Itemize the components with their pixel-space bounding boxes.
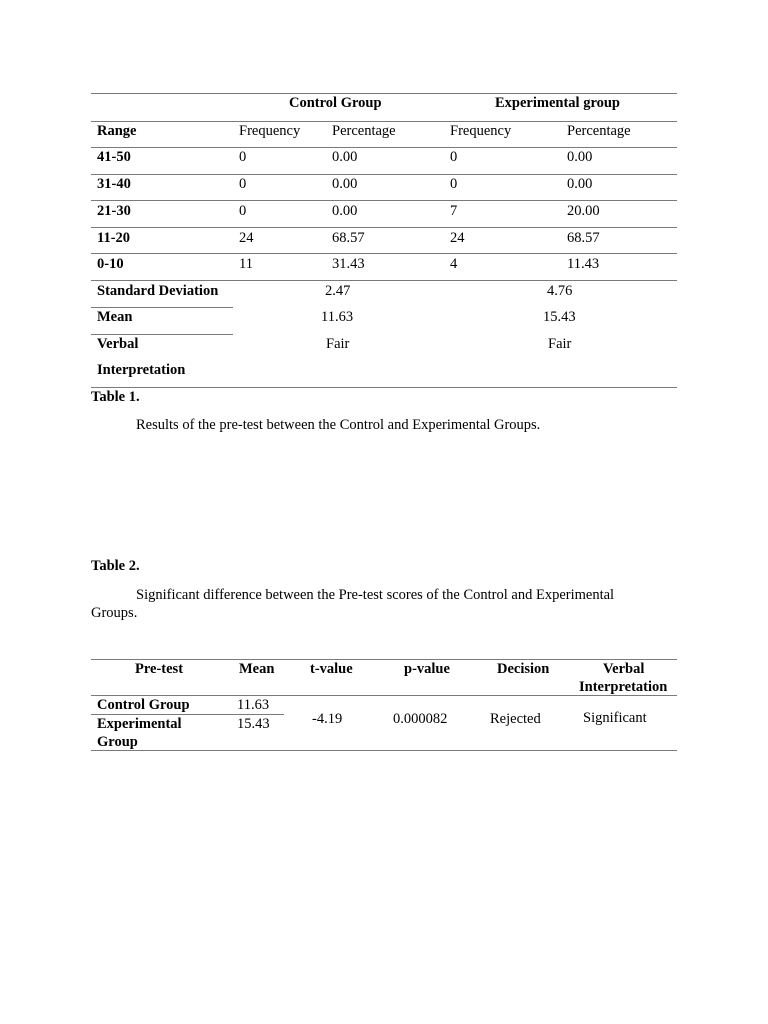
cell-frequency-control: 0 [239, 149, 247, 165]
cell-percentage-experimental: 0.00 [567, 149, 593, 165]
rule [91, 307, 233, 308]
sd-experimental: 4.76 [547, 283, 573, 299]
table-2-caption-title: Table 2. [91, 558, 140, 574]
sd-control: 2.47 [325, 283, 351, 299]
verbal-interpretation: Significant [583, 710, 647, 726]
label-verbal: Verbal [97, 336, 139, 352]
header-control-group: Control Group [289, 95, 382, 111]
row-range: 0-10 [97, 256, 124, 272]
row-label-experimental: Experimental [97, 716, 182, 732]
header-frequency-control: Frequency [239, 123, 301, 139]
rule [91, 280, 677, 281]
verbal-control: Fair [326, 336, 350, 352]
rule [91, 659, 677, 660]
header-p-value: p-value [404, 661, 450, 677]
rule [91, 121, 677, 122]
row-range: 21-30 [97, 203, 131, 219]
label-mean: Mean [97, 309, 133, 325]
cell-percentage-experimental: 68.57 [567, 230, 600, 246]
cell-percentage-control: 0.00 [332, 149, 358, 165]
cell-frequency-experimental: 0 [450, 176, 458, 192]
cell-frequency-experimental: 0 [450, 149, 458, 165]
header-decision: Decision [497, 661, 550, 677]
header-t-value: t-value [310, 661, 353, 677]
cell-percentage-control: 31.43 [332, 256, 365, 272]
rule [91, 174, 677, 175]
row-label-group: Group [97, 734, 138, 750]
cell-frequency-experimental: 7 [450, 203, 458, 219]
header-percentage-control: Percentage [332, 123, 396, 139]
cell-percentage-experimental: 0.00 [567, 176, 593, 192]
cell-frequency-control: 0 [239, 203, 247, 219]
mean-control: 11.63 [321, 309, 354, 325]
decision: Rejected [490, 711, 541, 727]
t-value: -4.19 [312, 711, 343, 727]
mean-experimental: 15.43 [543, 309, 576, 325]
mean-experimental: 15.43 [237, 716, 270, 732]
rule [91, 93, 677, 94]
cell-percentage-control: 0.00 [332, 203, 358, 219]
header-interpretation: Interpretation [579, 679, 668, 695]
header-range: Range [97, 123, 137, 139]
cell-frequency-control: 11 [239, 256, 253, 272]
rule [91, 253, 677, 254]
mean-control: 11.63 [237, 697, 270, 713]
table-1-caption-text: Results of the pre-test between the Control and Experimental Groups. [136, 417, 541, 433]
rule [91, 750, 677, 751]
cell-percentage-control: 68.57 [332, 230, 365, 246]
rule [91, 387, 677, 388]
label-interpretation: Interpretation [97, 362, 186, 378]
row-label-control-group: Control Group [97, 697, 190, 713]
row-range: 31-40 [97, 176, 131, 192]
header-mean: Mean [239, 661, 275, 677]
rule [91, 334, 233, 335]
rule [91, 227, 677, 228]
rule [91, 200, 677, 201]
cell-frequency-control: 0 [239, 176, 247, 192]
p-value: 0.000082 [393, 711, 448, 727]
label-standard-deviation: Standard Deviation [97, 283, 219, 299]
cell-percentage-experimental: 11.43 [567, 256, 600, 272]
table-2-caption-text: Significant difference between the Pre-test scores of the Control and Experimental Groups. [91, 587, 615, 621]
rule [91, 714, 284, 715]
cell-percentage-experimental: 20.00 [567, 203, 600, 219]
row-range: 41-50 [97, 149, 131, 165]
header-experimental-group: Experimental group [495, 95, 620, 111]
rule [91, 147, 677, 148]
cell-frequency-experimental: 24 [450, 230, 465, 246]
table-1-caption-title: Table 1. [91, 389, 140, 405]
header-pretest: Pre-test [135, 661, 184, 677]
row-range: 11-20 [97, 230, 131, 246]
header-percentage-experimental: Percentage [567, 123, 631, 139]
verbal-experimental: Fair [548, 336, 572, 352]
cell-percentage-control: 0.00 [332, 176, 358, 192]
header-frequency-experimental: Frequency [450, 123, 512, 139]
cell-frequency-control: 24 [239, 230, 254, 246]
header-verbal: Verbal [603, 661, 645, 677]
cell-frequency-experimental: 4 [450, 256, 458, 272]
